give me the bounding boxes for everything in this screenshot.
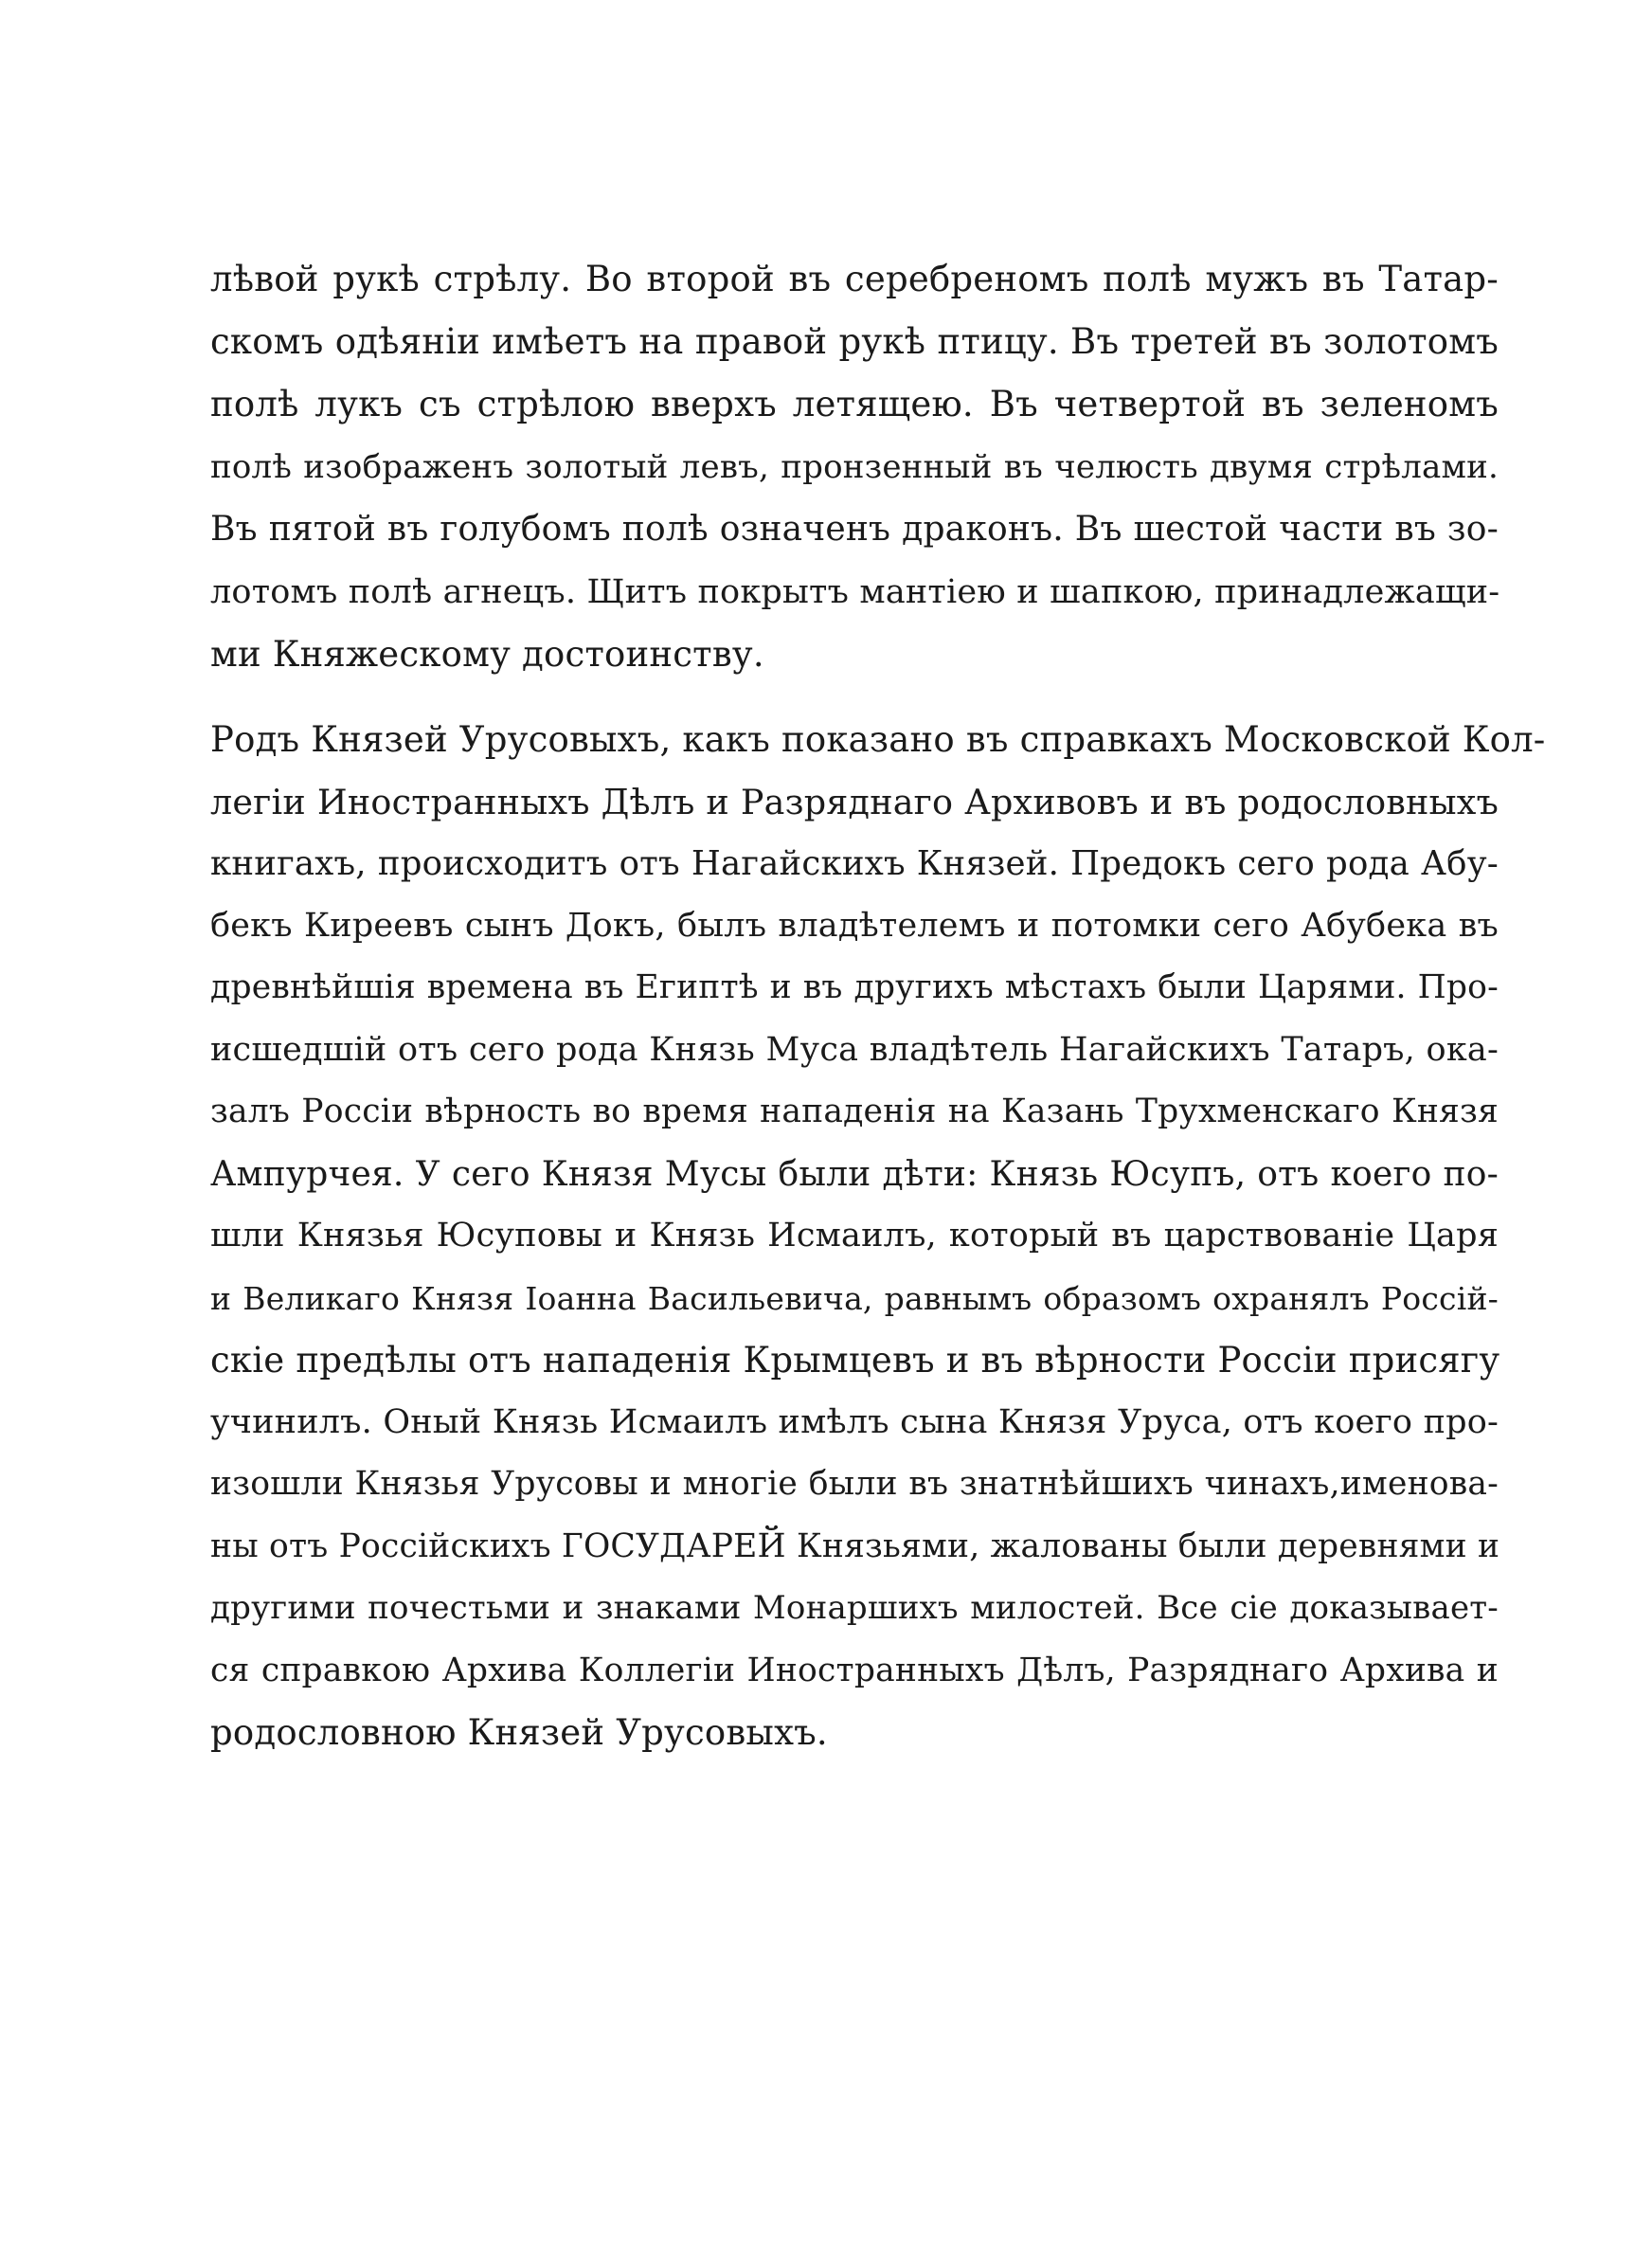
text-line: шли Князья Юсуповы и Князь Исмаилъ, который въ царствованіе Царя (210, 1217, 1499, 1255)
paragraph-family-history (210, 709, 1546, 1764)
text-line: скіе предѣлы отъ нападенія Крымцевъ и въ вѣрности Россіи присягу (210, 1340, 1500, 1381)
text-line: и Великаго Князя Іоанна Васильевича, равнымъ образомъ охранялъ Россій- (210, 1279, 1499, 1317)
text-line: бекъ Киреевъ сынъ Докъ, былъ владѣтелемъ и потомки сего Абубека въ (210, 906, 1499, 945)
text-line: древнѣйшія времена въ Египтѣ и въ другихъ мѣстахъ были Царями. Про- (210, 968, 1499, 1006)
text-line: Родъ Князей Урусовыхъ, какъ показано въ справкахъ Московской Кол- (210, 719, 1546, 760)
first-line-wrapper (210, 709, 1546, 771)
paragraph-coat-of-arms (210, 248, 1499, 686)
text-line: исшедшій отъ сего рода Князь Муса владѣтель Нагайскихъ Татаръ, ока- (210, 1030, 1499, 1069)
text-line: лѣвой рукѣ стрѣлу. Во второй въ серебреномъ полѣ мужъ въ Татар- (210, 259, 1499, 299)
text-line: полѣ лукъ съ стрѣлою вверхъ летящею. Въ четвертой въ зеленомъ (210, 384, 1499, 424)
text-line: лотомъ полѣ агнецъ. Щитъ покрытъ мантіею и шапкою, принадлежащи- (210, 573, 1500, 611)
text-line: легіи Иностранныхъ Дѣлъ и Разряднаго Архивовъ и въ родословныхъ (210, 781, 1499, 822)
text-line: скомъ одѣяніи имѣетъ на правой рукѣ птицу. Въ третей въ золотомъ (210, 321, 1499, 362)
text-line: ся справкою Архива Коллегіи Иностранныхъ Дѣлъ, Разряднаго Архива и (210, 1651, 1499, 1689)
text-line: полѣ изображенъ золотый левъ, пронзенный въ челюсть двумя стрѣлами. (210, 448, 1499, 486)
text-line: Ампурчея. У сего Князя Мусы были дѣти: Князь Юсупъ, отъ коего по- (210, 1154, 1499, 1194)
text-line: учинилъ. Оный Князь Исмаилъ имѣлъ сына Князя Уруса, отъ коего про- (210, 1402, 1499, 1441)
text-line: ны отъ Россійскихъ ГОСУДАРЕЙ Князьями, жалованы были деревнями и (210, 1526, 1500, 1565)
text-line: изошли Князья Урусовы и многіе были въ знатнѣйшихъ чинахъ,именова- (210, 1465, 1499, 1503)
text-line: залъ Россіи вѣрность во время нападенія на Казань Трухменскаго Князя (210, 1092, 1499, 1130)
text-line: книгахъ, происходитъ отъ Нагайскихъ Князей. Предокъ сего рода Абу- (210, 844, 1499, 883)
text-line: родословною Князей Урусовыхъ. (210, 1712, 828, 1753)
text-line: Въ пятой въ голубомъ полѣ означенъ драконъ. Въ шестой части въ зо- (210, 510, 1499, 549)
text-line: ми Княжескому достоинству. (210, 634, 764, 675)
text-line: другими почестьми и знаками Монаршихъ милостей. Все сіе доказывает- (210, 1589, 1499, 1627)
